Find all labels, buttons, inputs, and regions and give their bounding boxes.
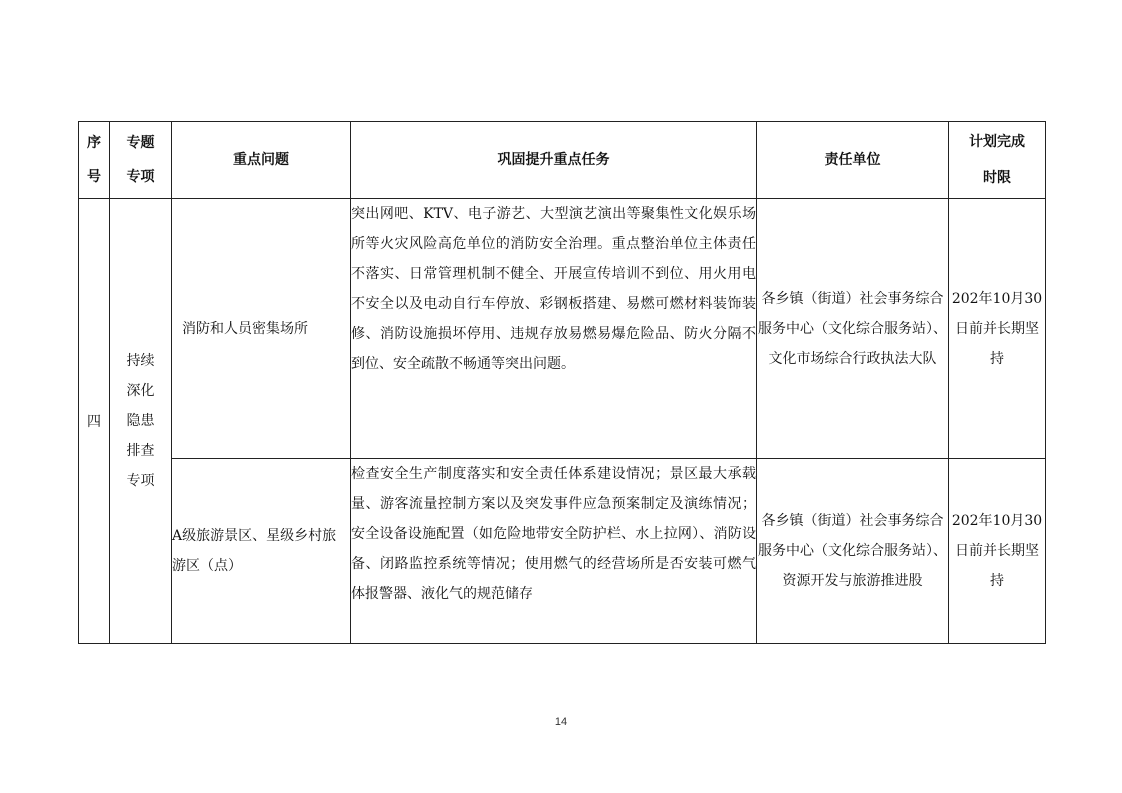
issue-cell	[172, 459, 351, 644]
task-cell	[351, 199, 757, 459]
group-special: 持续深化隐患排查专项	[126, 353, 155, 489]
header-special: 专题专项	[110, 122, 172, 199]
header-task: 巩固提升重点任务	[351, 122, 757, 199]
header-issue: 重点问题	[172, 122, 351, 199]
task-table	[78, 121, 1046, 644]
unit-cell	[757, 459, 949, 644]
deadline-text: 202年10月30日前并长期坚持	[951, 513, 1043, 589]
task-cell	[351, 459, 757, 644]
task-text: 突出网吧、KTV、电子游艺、大型演艺演出等聚集性文化娱乐场所等火灾风险高危单位的消防安全治理。重点整治单位主体责任不落实、日常管理机制不健全、开展宣传培训不到位、用火用电不安全以及电动自行车停放、彩钢板搭建、易燃可燃材料装饰装修、消防设施损坏停用、违规存放易燃易爆危险品、防火分隔不到位、安全疏散不畅通等突出问题。	[351, 206, 756, 372]
deadline-text: 202年10月30日前并长期坚持	[951, 290, 1043, 367]
unit-cell	[757, 199, 949, 459]
header-row	[79, 122, 1046, 199]
group-seq: 四	[87, 414, 101, 430]
unit-text: 各乡镇（街道）社会事务综合服务中心（文化综合服务站）、文化市场综合行政执法大队	[758, 290, 947, 367]
table-row	[79, 199, 1046, 459]
task-text: 检查安全生产制度落实和安全责任体系建设情况；景区最大承载量、游客流量控制方案以及突发事件应急预案制定及演练情况；安全设备设施配置（如危险地带安全防护栏、水上拉网）、消防设备、闭路监控系统等情况；使用燃气的经营场所是否安装可燃气体报警器、液化气的规范储存	[351, 466, 756, 602]
issue-cell	[172, 199, 351, 459]
table-row	[79, 459, 1046, 644]
issue-text: A级旅游景区、星级乡村旅游区（点）	[172, 528, 337, 574]
header-deadline: 计划完成时限	[949, 122, 1046, 199]
page-number: 14	[554, 716, 568, 728]
deadline-cell	[949, 459, 1046, 644]
issue-text: 消防和人员密集场所	[182, 320, 308, 337]
deadline-cell	[949, 199, 1046, 459]
group-seq-cell	[79, 199, 110, 644]
header-unit: 责任单位	[757, 122, 949, 199]
unit-text: 各乡镇（街道）社会事务综合服务中心（文化综合服务站）、资源开发与旅游推进股	[758, 513, 947, 589]
group-special-cell	[110, 199, 172, 644]
header-seq: 序号	[79, 122, 110, 199]
